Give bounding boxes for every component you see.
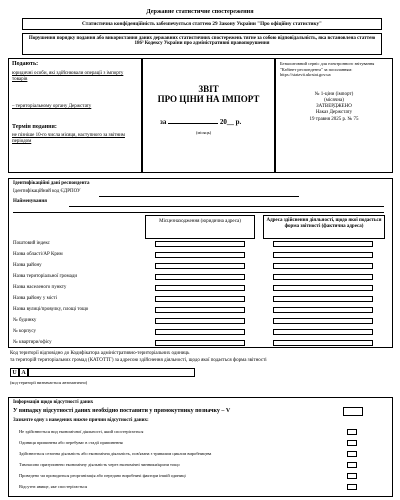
order-line1: Наказ Держстату — [315, 110, 353, 116]
location-input[interactable] — [155, 285, 245, 291]
absence-heading: Інформація щодо відсутності даних — [13, 400, 94, 405]
activity-input[interactable] — [273, 296, 373, 302]
reason-label: Не здійснюється вид економічної діяльності, який спостерігається — [19, 429, 144, 434]
location-input[interactable] — [155, 252, 245, 258]
period-month-field[interactable] — [168, 118, 218, 124]
reason-checkbox[interactable] — [347, 451, 357, 457]
absence-reason-prompt: Зазначте одну з наведених нижче причин відсутності даних: — [13, 418, 149, 423]
absence-instruction: У випадку відсутності даних необхідно поставити у прямокутнику позначку – V — [13, 408, 231, 414]
edrpou-label: Ідентифікаційний код ЄДРПОУ — [13, 189, 81, 194]
period-prefix: за — [160, 118, 167, 126]
service-box — [275, 58, 393, 173]
katottg-code-rest[interactable] — [28, 368, 195, 377]
location-input[interactable] — [155, 307, 245, 313]
katottg-code-field[interactable] — [10, 368, 195, 377]
report-title — [142, 85, 275, 105]
report-title-line1: ЗВІТ — [198, 84, 219, 94]
activity-input[interactable] — [273, 285, 373, 291]
activity-input[interactable] — [273, 318, 373, 324]
absence-section — [8, 397, 393, 497]
name-field[interactable] — [69, 206, 384, 207]
field-label: № корпусу — [13, 329, 37, 334]
activity-input[interactable] — [273, 252, 373, 258]
activity-input[interactable] — [273, 263, 373, 269]
reason-checkbox[interactable] — [347, 484, 357, 490]
submitters-recipient: – територіальному органу Держстату — [12, 103, 92, 109]
report-period — [160, 118, 270, 126]
deadline-text: не пізніше 10-го числа місяця, наступного за звітним періодом — [12, 133, 125, 145]
reason-label: Проведено чи проводиться реорганізація або передано виробничі фактори іншій одиниці — [19, 473, 186, 478]
respondent-section — [8, 178, 393, 348]
form-number: № 1-ціни (імпорт) — [314, 91, 354, 97]
approved-label: ЗАТВЕРДЖЕНО — [316, 104, 352, 109]
field-label: Назва області/АР Крим — [13, 252, 63, 257]
field-label: № будинку — [13, 318, 37, 323]
activity-input[interactable] — [273, 340, 373, 346]
edrpou-field[interactable] — [99, 196, 299, 197]
confidentiality-notice: Статистична конфіденційність забезпечується статтею 29 Закону України "Про офіційну статистику" — [22, 18, 382, 30]
reason-label: Здійснюється сезонна діяльність або економічна діяльність, пов'язана з тривалим циклом виробництва — [19, 451, 212, 456]
report-title-line2: ПРО ЦІНИ НА ІМПОРТ — [157, 93, 260, 104]
activity-input[interactable] — [273, 241, 373, 247]
katottg-note: (код території визначається автоматично) — [10, 380, 88, 385]
field-label: Поштовий індекс — [13, 241, 50, 246]
katottg-text-2: та територій територіальних громад (КАТОТТГ) за адресою здійснення діяльності, щодо якої подається форма звітності — [10, 358, 267, 363]
warning-notice: Порушення порядку подання або використання даних державних статистичних спостережень тягне за собою відповідальність, яка встановлена статтею 186³ Кодексу України про адміністративні правопорушення — [22, 33, 382, 55]
location-input[interactable] — [155, 263, 245, 269]
field-label: Назва вулиці/провулку, площі тощо — [13, 307, 89, 312]
reason-label: Одиниця припинена або перебуває в стадії припинення — [19, 440, 123, 445]
column-activity: Адреса здійснення діяльності, щодо якої подається форма звітності (фактична адреса) — [263, 215, 385, 239]
submitters-text: юридичні особи, які здійснювали операції з імпорту товарів — [12, 71, 124, 83]
name-label: Найменування — [13, 199, 47, 204]
location-input[interactable] — [155, 318, 245, 324]
field-label: Назва району — [13, 263, 42, 268]
activity-input[interactable] — [273, 329, 373, 335]
field-label: Назва району у місті — [13, 296, 57, 301]
field-label: Назва територіальної громади — [13, 274, 78, 279]
reason-checkbox[interactable] — [347, 462, 357, 468]
location-input[interactable] — [155, 340, 245, 346]
name-field-continued[interactable] — [13, 212, 384, 213]
field-label: Назва населеного пункту — [13, 285, 67, 290]
submitters-heading: Подають: — [12, 61, 39, 67]
katottg-cell-u: U — [10, 368, 19, 377]
reason-checkbox[interactable] — [347, 440, 357, 446]
location-input[interactable] — [155, 241, 245, 247]
reason-checkbox[interactable] — [347, 473, 357, 479]
respondent-heading: Ідентифікаційні дані респондента — [13, 181, 90, 186]
reason-checkbox[interactable] — [347, 429, 357, 435]
katottg-text-1: Код території відповідно до Кодифікатора адміністративно-територіальних одиниць — [10, 351, 190, 356]
period-hint: (місяць) — [196, 130, 212, 135]
location-input[interactable] — [155, 296, 245, 302]
katottg-cell-a: A — [19, 368, 28, 377]
service-text: Безкоштовний сервіс для електронного звітування "Кабінет респондента" за посиланням: https://statzvit.ukrstat.gov.ua — [280, 61, 375, 77]
location-input[interactable] — [155, 274, 245, 280]
absence-checkbox[interactable] — [343, 407, 363, 416]
report-title-box — [142, 58, 275, 173]
activity-input[interactable] — [273, 307, 373, 313]
page-title: Державне статистичне спостереження — [146, 8, 254, 15]
order-line2: 19 травня 2025 р. № 75 — [309, 116, 359, 122]
reason-label: Відсутнє явище, яке спостерігається — [19, 484, 88, 489]
submitters-box — [8, 58, 142, 173]
activity-input[interactable] — [273, 274, 373, 280]
period-suffix: 20__ р. — [219, 118, 242, 126]
field-label: № квартири/офісу — [13, 340, 52, 345]
location-input[interactable] — [155, 329, 245, 335]
column-location: Місцезнаходження (юридична адреса) — [145, 215, 255, 239]
reason-label: Тимчасово призупинено економічну діяльність через економічні чинники/кризи тощо — [19, 462, 180, 467]
form-periodicity: (місячна) — [324, 97, 344, 103]
deadline-heading: Термін подання: — [12, 123, 57, 130]
